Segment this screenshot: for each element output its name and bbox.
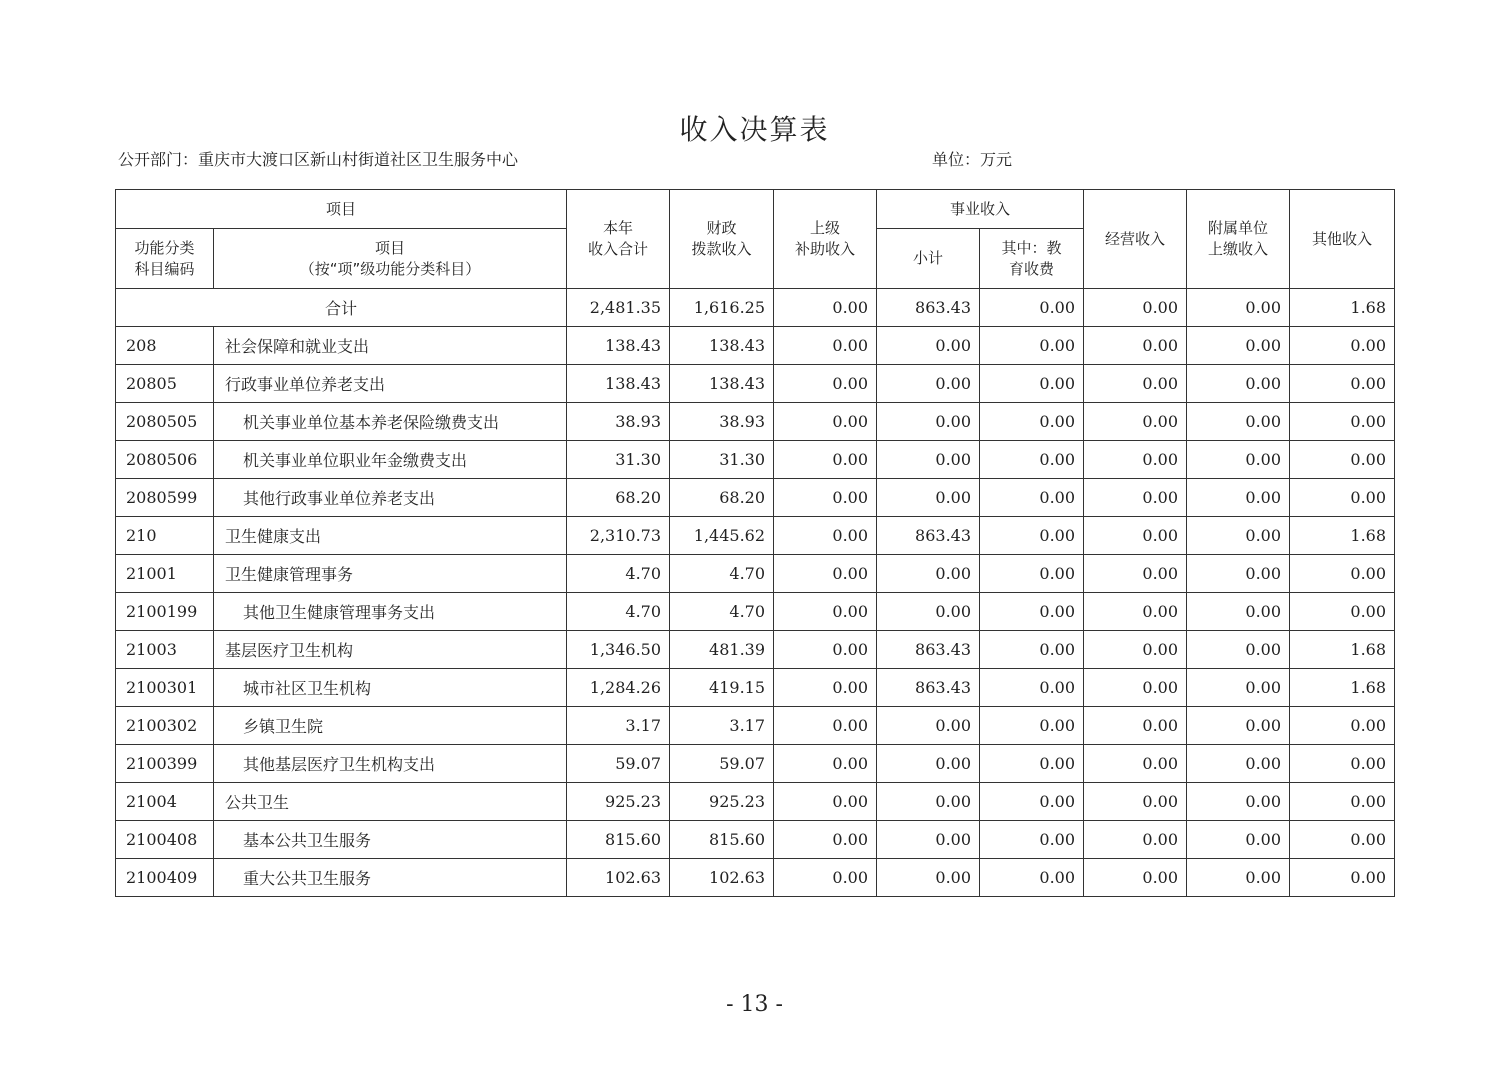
row-value: 0.00 xyxy=(877,441,980,479)
row-value: 0.00 xyxy=(877,593,980,631)
row-value: 4.70 xyxy=(670,555,774,593)
table-row xyxy=(116,783,1395,821)
row-value: 0.00 xyxy=(1290,479,1395,517)
row-value: 0.00 xyxy=(1290,555,1395,593)
row-value: 1.68 xyxy=(1290,669,1395,707)
header-other: 其他收入 xyxy=(1290,190,1395,289)
row-value: 0.00 xyxy=(980,669,1084,707)
row-value: 0.00 xyxy=(1084,517,1187,555)
row-value: 1.68 xyxy=(1290,631,1395,669)
row-value: 0.00 xyxy=(774,783,877,821)
row-value: 0.00 xyxy=(1290,403,1395,441)
table-row xyxy=(116,707,1395,745)
row-value: 102.63 xyxy=(670,859,774,897)
row-value: 138.43 xyxy=(567,327,670,365)
row-value: 863.43 xyxy=(877,669,980,707)
total-row xyxy=(116,289,1395,327)
row-value: 59.07 xyxy=(567,745,670,783)
row-value: 925.23 xyxy=(567,783,670,821)
row-value: 0.00 xyxy=(1290,327,1395,365)
row-value: 0.00 xyxy=(1187,859,1290,897)
row-code: 2100399 xyxy=(116,745,214,783)
row-value: 0.00 xyxy=(980,517,1084,555)
page-number: - 13 - xyxy=(726,992,783,1017)
total-value: 0.00 xyxy=(774,289,877,327)
table-row xyxy=(116,365,1395,403)
row-value: 31.30 xyxy=(670,441,774,479)
row-value: 419.15 xyxy=(670,669,774,707)
total-value: 0.00 xyxy=(1084,289,1187,327)
row-value: 0.00 xyxy=(774,707,877,745)
header-total: 本年 收入合计 xyxy=(567,190,670,289)
row-name: 机关事业单位基本养老保险缴费支出 xyxy=(214,403,567,441)
row-value: 0.00 xyxy=(877,555,980,593)
row-value: 4.70 xyxy=(567,593,670,631)
row-value: 0.00 xyxy=(877,365,980,403)
row-value: 38.93 xyxy=(567,403,670,441)
row-value: 0.00 xyxy=(1290,745,1395,783)
row-value: 0.00 xyxy=(774,859,877,897)
row-value: 0.00 xyxy=(1290,707,1395,745)
header-business-group: 事业收入 xyxy=(877,190,1084,229)
row-value: 0.00 xyxy=(1187,403,1290,441)
row-value: 0.00 xyxy=(774,403,877,441)
row-name: 其他行政事业单位养老支出 xyxy=(214,479,567,517)
row-name: 其他卫生健康管理事务支出 xyxy=(214,593,567,631)
table-row xyxy=(116,327,1395,365)
page-title: 收入决算表 xyxy=(679,113,830,146)
row-value: 0.00 xyxy=(1290,821,1395,859)
row-value: 0.00 xyxy=(774,593,877,631)
row-value: 0.00 xyxy=(1084,783,1187,821)
row-value: 0.00 xyxy=(774,479,877,517)
row-code: 2080505 xyxy=(116,403,214,441)
row-value: 0.00 xyxy=(980,707,1084,745)
row-value: 0.00 xyxy=(1084,631,1187,669)
table-row xyxy=(116,555,1395,593)
row-value: 0.00 xyxy=(877,479,980,517)
row-value: 0.00 xyxy=(980,859,1084,897)
header-name: 项目 （按“项”级功能分类科目） xyxy=(214,229,567,289)
row-name: 其他基层医疗卫生机构支出 xyxy=(214,745,567,783)
total-value: 863.43 xyxy=(877,289,980,327)
row-value: 59.07 xyxy=(670,745,774,783)
row-value: 0.00 xyxy=(980,555,1084,593)
row-value: 0.00 xyxy=(1084,707,1187,745)
row-value: 925.23 xyxy=(670,783,774,821)
row-code: 2100409 xyxy=(116,859,214,897)
row-value: 0.00 xyxy=(1187,783,1290,821)
table-row xyxy=(116,745,1395,783)
row-code: 21004 xyxy=(116,783,214,821)
row-code: 21001 xyxy=(116,555,214,593)
row-value: 0.00 xyxy=(980,745,1084,783)
row-value: 0.00 xyxy=(774,555,877,593)
row-code: 21003 xyxy=(116,631,214,669)
income-settlement-table xyxy=(115,189,1395,897)
row-value: 0.00 xyxy=(980,365,1084,403)
header-superior: 上级 补助收入 xyxy=(774,190,877,289)
row-value: 0.00 xyxy=(1084,555,1187,593)
row-value: 0.00 xyxy=(774,441,877,479)
row-value: 0.00 xyxy=(1290,593,1395,631)
row-name: 公共卫生 xyxy=(214,783,567,821)
row-code: 208 xyxy=(116,327,214,365)
row-value: 0.00 xyxy=(1187,745,1290,783)
row-value: 0.00 xyxy=(774,517,877,555)
row-name: 重大公共卫生服务 xyxy=(214,859,567,897)
row-value: 0.00 xyxy=(1187,327,1290,365)
row-value: 4.70 xyxy=(670,593,774,631)
header-project-group: 项目 xyxy=(116,190,567,229)
row-name: 卫生健康支出 xyxy=(214,517,567,555)
row-value: 0.00 xyxy=(1084,365,1187,403)
row-value: 0.00 xyxy=(1187,821,1290,859)
row-value: 0.00 xyxy=(980,479,1084,517)
row-value: 815.60 xyxy=(567,821,670,859)
row-code: 210 xyxy=(116,517,214,555)
row-value: 0.00 xyxy=(1187,555,1290,593)
row-value: 0.00 xyxy=(774,669,877,707)
total-value: 1.68 xyxy=(1290,289,1395,327)
row-value: 0.00 xyxy=(1084,441,1187,479)
row-value: 0.00 xyxy=(1290,783,1395,821)
row-value: 0.00 xyxy=(774,745,877,783)
row-value: 2,310.73 xyxy=(567,517,670,555)
row-value: 0.00 xyxy=(877,707,980,745)
row-code: 2100199 xyxy=(116,593,214,631)
header-operating: 经营收入 xyxy=(1084,190,1187,289)
row-name: 机关事业单位职业年金缴费支出 xyxy=(214,441,567,479)
row-value: 815.60 xyxy=(670,821,774,859)
total-value: 2,481.35 xyxy=(567,289,670,327)
row-value: 481.39 xyxy=(670,631,774,669)
row-value: 1,445.62 xyxy=(670,517,774,555)
row-code: 2100302 xyxy=(116,707,214,745)
total-label: 合计 xyxy=(116,289,567,327)
row-value: 863.43 xyxy=(877,517,980,555)
row-value: 0.00 xyxy=(774,365,877,403)
row-value: 0.00 xyxy=(774,631,877,669)
table-row xyxy=(116,669,1395,707)
table-row xyxy=(116,593,1395,631)
row-value: 0.00 xyxy=(980,821,1084,859)
row-value: 0.00 xyxy=(980,327,1084,365)
row-value: 0.00 xyxy=(1084,821,1187,859)
header-subtotal: 小计 xyxy=(877,229,980,289)
header-affiliated: 附属单位 上缴收入 xyxy=(1187,190,1290,289)
row-name: 城市社区卫生机构 xyxy=(214,669,567,707)
row-value: 0.00 xyxy=(877,783,980,821)
row-value: 0.00 xyxy=(877,859,980,897)
row-value: 0.00 xyxy=(1084,859,1187,897)
row-value: 0.00 xyxy=(877,745,980,783)
table-row xyxy=(116,441,1395,479)
row-code: 2100301 xyxy=(116,669,214,707)
header-fiscal: 财政 拨款收入 xyxy=(670,190,774,289)
header-edu: 其中：教 育收费 xyxy=(980,229,1084,289)
row-value: 0.00 xyxy=(1084,403,1187,441)
row-value: 3.17 xyxy=(670,707,774,745)
row-name: 社会保障和就业支出 xyxy=(214,327,567,365)
row-value: 0.00 xyxy=(1187,517,1290,555)
row-value: 0.00 xyxy=(877,327,980,365)
table-row xyxy=(116,479,1395,517)
row-value: 3.17 xyxy=(567,707,670,745)
row-name: 乡镇卫生院 xyxy=(214,707,567,745)
row-code: 2100408 xyxy=(116,821,214,859)
total-value: 1,616.25 xyxy=(670,289,774,327)
row-value: 0.00 xyxy=(1084,593,1187,631)
row-value: 31.30 xyxy=(567,441,670,479)
table-row xyxy=(116,821,1395,859)
row-value: 0.00 xyxy=(980,631,1084,669)
row-value: 0.00 xyxy=(1187,669,1290,707)
row-value: 0.00 xyxy=(1187,479,1290,517)
row-value: 0.00 xyxy=(877,821,980,859)
table-row xyxy=(116,631,1395,669)
row-value: 0.00 xyxy=(980,783,1084,821)
row-name: 行政事业单位养老支出 xyxy=(214,365,567,403)
row-value: 863.43 xyxy=(877,631,980,669)
row-value: 0.00 xyxy=(980,441,1084,479)
row-value: 0.00 xyxy=(980,403,1084,441)
table-row xyxy=(116,859,1395,897)
row-code: 2080599 xyxy=(116,479,214,517)
row-value: 38.93 xyxy=(670,403,774,441)
row-name: 基层医疗卫生机构 xyxy=(214,631,567,669)
row-value: 68.20 xyxy=(567,479,670,517)
row-value: 0.00 xyxy=(1187,441,1290,479)
table-row xyxy=(116,403,1395,441)
row-value: 138.43 xyxy=(670,327,774,365)
row-value: 1,346.50 xyxy=(567,631,670,669)
row-value: 1,284.26 xyxy=(567,669,670,707)
row-value: 0.00 xyxy=(774,327,877,365)
row-value: 4.70 xyxy=(567,555,670,593)
row-value: 68.20 xyxy=(670,479,774,517)
row-value: 102.63 xyxy=(567,859,670,897)
row-value: 0.00 xyxy=(774,821,877,859)
row-value: 138.43 xyxy=(567,365,670,403)
row-value: 0.00 xyxy=(1187,707,1290,745)
row-value: 0.00 xyxy=(1290,441,1395,479)
row-name: 基本公共卫生服务 xyxy=(214,821,567,859)
row-code: 20805 xyxy=(116,365,214,403)
table-row xyxy=(116,517,1395,555)
unit-label: 单位：万元 xyxy=(932,150,1013,169)
row-value: 0.00 xyxy=(1084,479,1187,517)
header-code: 功能分类 科目编码 xyxy=(116,229,214,289)
row-value: 1.68 xyxy=(1290,517,1395,555)
row-value: 0.00 xyxy=(1084,327,1187,365)
row-value: 0.00 xyxy=(877,403,980,441)
row-value: 0.00 xyxy=(1084,669,1187,707)
row-name: 卫生健康管理事务 xyxy=(214,555,567,593)
department-label: 公开部门：重庆市大渡口区新山村街道社区卫生服务中心 xyxy=(118,150,519,169)
row-value: 0.00 xyxy=(1187,365,1290,403)
row-value: 0.00 xyxy=(1187,593,1290,631)
row-value: 0.00 xyxy=(1290,365,1395,403)
row-value: 138.43 xyxy=(670,365,774,403)
row-code: 2080506 xyxy=(116,441,214,479)
row-value: 0.00 xyxy=(980,593,1084,631)
row-value: 0.00 xyxy=(1187,631,1290,669)
row-value: 0.00 xyxy=(1084,745,1187,783)
row-value: 0.00 xyxy=(1290,859,1395,897)
total-value: 0.00 xyxy=(1187,289,1290,327)
total-value: 0.00 xyxy=(980,289,1084,327)
